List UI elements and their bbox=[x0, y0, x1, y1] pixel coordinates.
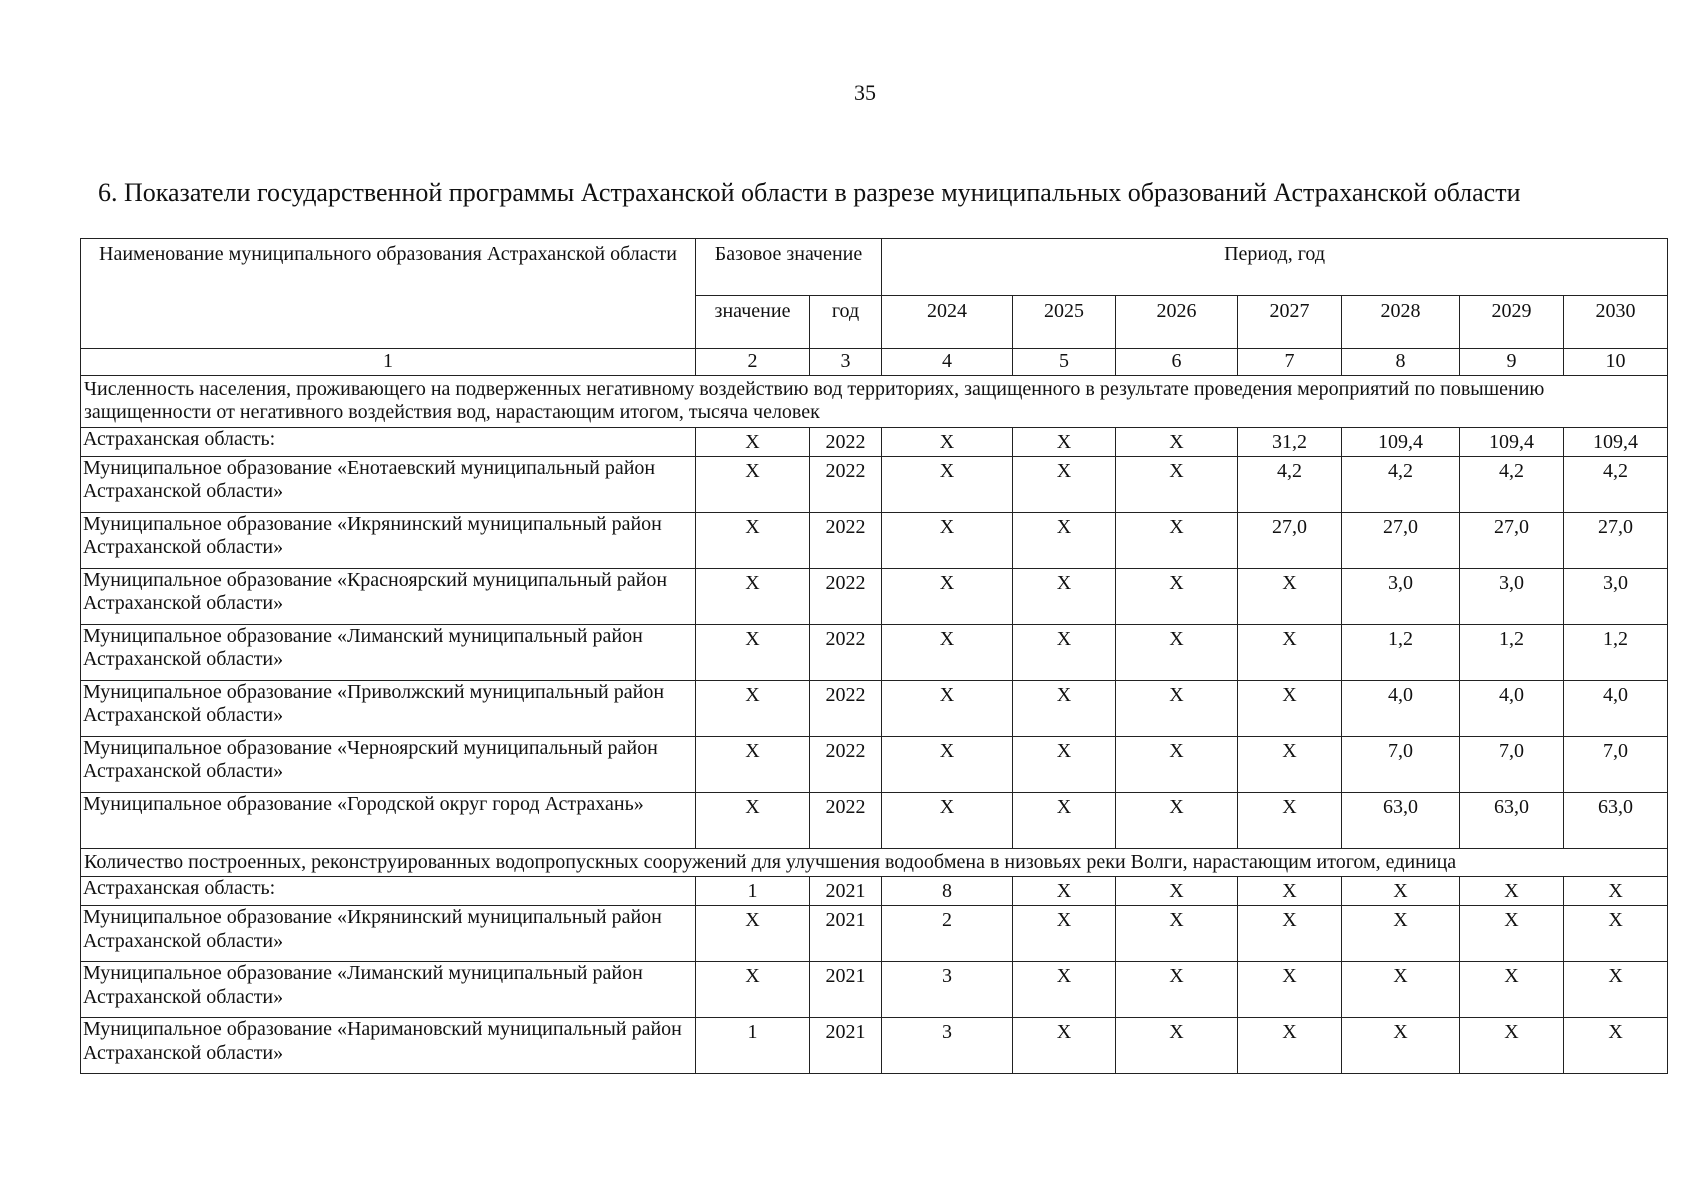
value-cell: 27,0 bbox=[1564, 512, 1668, 568]
value-cell: X bbox=[696, 456, 810, 512]
value-cell: X bbox=[1013, 906, 1116, 962]
value-cell: X bbox=[1116, 1018, 1238, 1074]
value-cell: X bbox=[882, 456, 1013, 512]
value-cell: 1 bbox=[696, 1018, 810, 1074]
value-cell: 2022 bbox=[810, 624, 882, 680]
value-cell: X bbox=[1013, 512, 1116, 568]
value-cell: X bbox=[696, 792, 810, 848]
municipality-row bbox=[81, 456, 1668, 512]
municipality-row bbox=[81, 792, 1668, 848]
value-cell: X bbox=[696, 906, 810, 962]
value-cell: X bbox=[1013, 456, 1116, 512]
value-cell: 4,0 bbox=[1342, 680, 1460, 736]
value-cell: 27,0 bbox=[1238, 512, 1342, 568]
value-cell: X bbox=[696, 568, 810, 624]
value-cell: X bbox=[882, 736, 1013, 792]
value-cell: X bbox=[882, 680, 1013, 736]
value-cell: 63,0 bbox=[1342, 792, 1460, 848]
value-cell: 63,0 bbox=[1564, 792, 1668, 848]
municipality-row bbox=[81, 962, 1668, 1018]
value-cell: 7,0 bbox=[1564, 736, 1668, 792]
value-cell: X bbox=[1238, 1018, 1342, 1074]
municipality-name: Муниципальное образование «Икрянинский муниципальный район Астраханской области» bbox=[81, 512, 696, 568]
value-cell: X bbox=[1460, 1018, 1564, 1074]
value-cell: X bbox=[1342, 906, 1460, 962]
value-cell: X bbox=[1460, 906, 1564, 962]
column-number: 10 bbox=[1564, 349, 1668, 376]
value-cell: X bbox=[1238, 962, 1342, 1018]
value-cell: X bbox=[1564, 1018, 1668, 1074]
column-number: 7 bbox=[1238, 349, 1342, 376]
value-cell: 1,2 bbox=[1564, 624, 1668, 680]
value-cell: 27,0 bbox=[1342, 512, 1460, 568]
value-cell: 27,0 bbox=[1460, 512, 1564, 568]
value-cell: X bbox=[1013, 1018, 1116, 1074]
value-cell: 3,0 bbox=[1342, 568, 1460, 624]
value-cell: 109,4 bbox=[1564, 427, 1668, 456]
value-cell: 2022 bbox=[810, 568, 882, 624]
value-cell: X bbox=[696, 624, 810, 680]
value-cell: X bbox=[1116, 962, 1238, 1018]
value-cell: X bbox=[1238, 792, 1342, 848]
column-number: 3 bbox=[810, 349, 882, 376]
indicators-table bbox=[80, 238, 1668, 1074]
municipality-row bbox=[81, 624, 1668, 680]
value-cell: X bbox=[1013, 792, 1116, 848]
table-header bbox=[81, 239, 1668, 349]
column-number: 6 bbox=[1116, 349, 1238, 376]
header-value: значение bbox=[696, 296, 810, 349]
value-cell: 2022 bbox=[810, 427, 882, 456]
municipality-name: Муниципальное образование «Икрянинский муниципальный район Астраханской области» bbox=[81, 906, 696, 962]
value-cell: 4,2 bbox=[1460, 456, 1564, 512]
value-cell: X bbox=[696, 680, 810, 736]
value-cell: X bbox=[1342, 962, 1460, 1018]
value-cell: X bbox=[1238, 736, 1342, 792]
value-cell: X bbox=[882, 792, 1013, 848]
value-cell: X bbox=[1116, 736, 1238, 792]
municipality-name: Астраханская область: bbox=[81, 877, 696, 906]
value-cell: X bbox=[882, 568, 1013, 624]
value-cell: 3,0 bbox=[1564, 568, 1668, 624]
value-cell: 2022 bbox=[810, 456, 882, 512]
column-number: 1 bbox=[81, 349, 696, 376]
value-cell: X bbox=[1238, 568, 1342, 624]
value-cell: X bbox=[1238, 906, 1342, 962]
column-numbers-row bbox=[81, 349, 1668, 376]
value-cell: 2021 bbox=[810, 1018, 882, 1074]
municipality-name: Муниципальное образование «Енотаевский муниципальный район Астраханской области» bbox=[81, 456, 696, 512]
header-base-value: Базовое значение bbox=[696, 239, 882, 296]
value-cell: 63,0 bbox=[1460, 792, 1564, 848]
value-cell: X bbox=[1116, 624, 1238, 680]
value-cell: X bbox=[1013, 962, 1116, 1018]
value-cell: X bbox=[1013, 736, 1116, 792]
header-year-2024: 2024 bbox=[882, 296, 1013, 349]
table-body bbox=[81, 349, 1668, 1074]
value-cell: 2021 bbox=[810, 877, 882, 906]
value-cell: 1 bbox=[696, 877, 810, 906]
value-cell: X bbox=[1460, 877, 1564, 906]
value-cell: X bbox=[696, 962, 810, 1018]
page-number: 35 bbox=[854, 80, 876, 105]
column-number: 9 bbox=[1460, 349, 1564, 376]
municipality-name: Астраханская область: bbox=[81, 427, 696, 456]
municipality-row bbox=[81, 512, 1668, 568]
value-cell: X bbox=[882, 427, 1013, 456]
region-total-row bbox=[81, 877, 1668, 906]
municipality-name: Муниципальное образование «Наримановский муниципальный район Астраханской области» bbox=[81, 1018, 696, 1074]
value-cell: X bbox=[1564, 962, 1668, 1018]
municipality-name: Муниципальное образование «Лиманский муниципальный район Астраханской области» bbox=[81, 624, 696, 680]
region-total-row bbox=[81, 427, 1668, 456]
value-cell: X bbox=[1013, 427, 1116, 456]
value-cell: X bbox=[1116, 906, 1238, 962]
value-cell: 4,2 bbox=[1564, 456, 1668, 512]
value-cell: 3 bbox=[882, 1018, 1013, 1074]
municipality-row bbox=[81, 736, 1668, 792]
value-cell: X bbox=[696, 427, 810, 456]
value-cell: 3,0 bbox=[1460, 568, 1564, 624]
value-cell: X bbox=[1013, 568, 1116, 624]
value-cell: X bbox=[1116, 792, 1238, 848]
value-cell: X bbox=[1342, 1018, 1460, 1074]
value-cell: 1,2 bbox=[1342, 624, 1460, 680]
municipality-name: Муниципальное образование «Городской округ город Астрахань» bbox=[81, 792, 696, 848]
column-number: 8 bbox=[1342, 349, 1460, 376]
value-cell: X bbox=[1013, 680, 1116, 736]
value-cell: X bbox=[1116, 877, 1238, 906]
value-cell: X bbox=[1116, 456, 1238, 512]
value-cell: 3 bbox=[882, 962, 1013, 1018]
municipality-name: Муниципальное образование «Лиманский муниципальный район Астраханской области» bbox=[81, 962, 696, 1018]
section-header-row bbox=[81, 376, 1668, 428]
section-header-row bbox=[81, 848, 1668, 876]
value-cell: X bbox=[882, 624, 1013, 680]
header-year-2028: 2028 bbox=[1342, 296, 1460, 349]
value-cell: X bbox=[1116, 512, 1238, 568]
value-cell: X bbox=[1013, 877, 1116, 906]
value-cell: 4,2 bbox=[1342, 456, 1460, 512]
municipality-name: Муниципальное образование «Красноярский муниципальный район Астраханской области» bbox=[81, 568, 696, 624]
value-cell: X bbox=[1460, 962, 1564, 1018]
value-cell: X bbox=[1342, 877, 1460, 906]
header-name-column: Наименование муниципального образования Астраханской области bbox=[81, 239, 696, 349]
header-year-2029: 2029 bbox=[1460, 296, 1564, 349]
value-cell: 4,2 bbox=[1238, 456, 1342, 512]
value-cell: X bbox=[1116, 568, 1238, 624]
municipality-row bbox=[81, 680, 1668, 736]
value-cell: 2021 bbox=[810, 962, 882, 1018]
header-year-2027: 2027 bbox=[1238, 296, 1342, 349]
value-cell: 2022 bbox=[810, 512, 882, 568]
municipality-row bbox=[81, 906, 1668, 962]
value-cell: X bbox=[1564, 877, 1668, 906]
header-year-2026: 2026 bbox=[1116, 296, 1238, 349]
municipality-name: Муниципальное образование «Черноярский муниципальный район Астраханской области» bbox=[81, 736, 696, 792]
value-cell: X bbox=[1238, 680, 1342, 736]
municipality-row bbox=[81, 568, 1668, 624]
value-cell: 1,2 bbox=[1460, 624, 1564, 680]
value-cell: X bbox=[696, 736, 810, 792]
municipality-name: Муниципальное образование «Приволжский муниципальный район Астраханской области» bbox=[81, 680, 696, 736]
column-number: 2 bbox=[696, 349, 810, 376]
value-cell: X bbox=[1116, 427, 1238, 456]
value-cell: 109,4 bbox=[1460, 427, 1564, 456]
value-cell: 2021 bbox=[810, 906, 882, 962]
value-cell: 4,0 bbox=[1460, 680, 1564, 736]
value-cell: X bbox=[1013, 624, 1116, 680]
column-number: 4 bbox=[882, 349, 1013, 376]
value-cell: 2022 bbox=[810, 792, 882, 848]
value-cell: 2 bbox=[882, 906, 1013, 962]
section-title: Численность населения, проживающего на подверженных негативному воздействию вод территориях, защищенного в результате проведения мероприятий по повышению защищенности от негативного воздействия вод, нарастающим итогом, тысяча человек bbox=[81, 376, 1668, 428]
value-cell: X bbox=[1238, 624, 1342, 680]
value-cell: X bbox=[1116, 680, 1238, 736]
value-cell: 31,2 bbox=[1238, 427, 1342, 456]
section-title: Количество построенных, реконструированных водопропускных сооружений для улучшения водообмена в низовьях реки Волги, нарастающим итогом, единица bbox=[81, 848, 1668, 876]
value-cell: 7,0 bbox=[1460, 736, 1564, 792]
value-cell: 109,4 bbox=[1342, 427, 1460, 456]
value-cell: 2022 bbox=[810, 680, 882, 736]
column-number: 5 bbox=[1013, 349, 1116, 376]
value-cell: X bbox=[882, 512, 1013, 568]
value-cell: X bbox=[1238, 877, 1342, 906]
value-cell: 7,0 bbox=[1342, 736, 1460, 792]
value-cell: 8 bbox=[882, 877, 1013, 906]
value-cell: X bbox=[696, 512, 810, 568]
value-cell: 4,0 bbox=[1564, 680, 1668, 736]
header-year-2025: 2025 bbox=[1013, 296, 1116, 349]
header-period: Период, год bbox=[882, 239, 1668, 296]
header-year: год bbox=[810, 296, 882, 349]
value-cell: X bbox=[1564, 906, 1668, 962]
header-year-2030: 2030 bbox=[1564, 296, 1668, 349]
municipality-row bbox=[81, 1018, 1668, 1074]
document-title: 6. Показатели государственной программы Астраханской области в разрезе муниципальных образований Астраханской области bbox=[98, 178, 1521, 207]
value-cell: 2022 bbox=[810, 736, 882, 792]
